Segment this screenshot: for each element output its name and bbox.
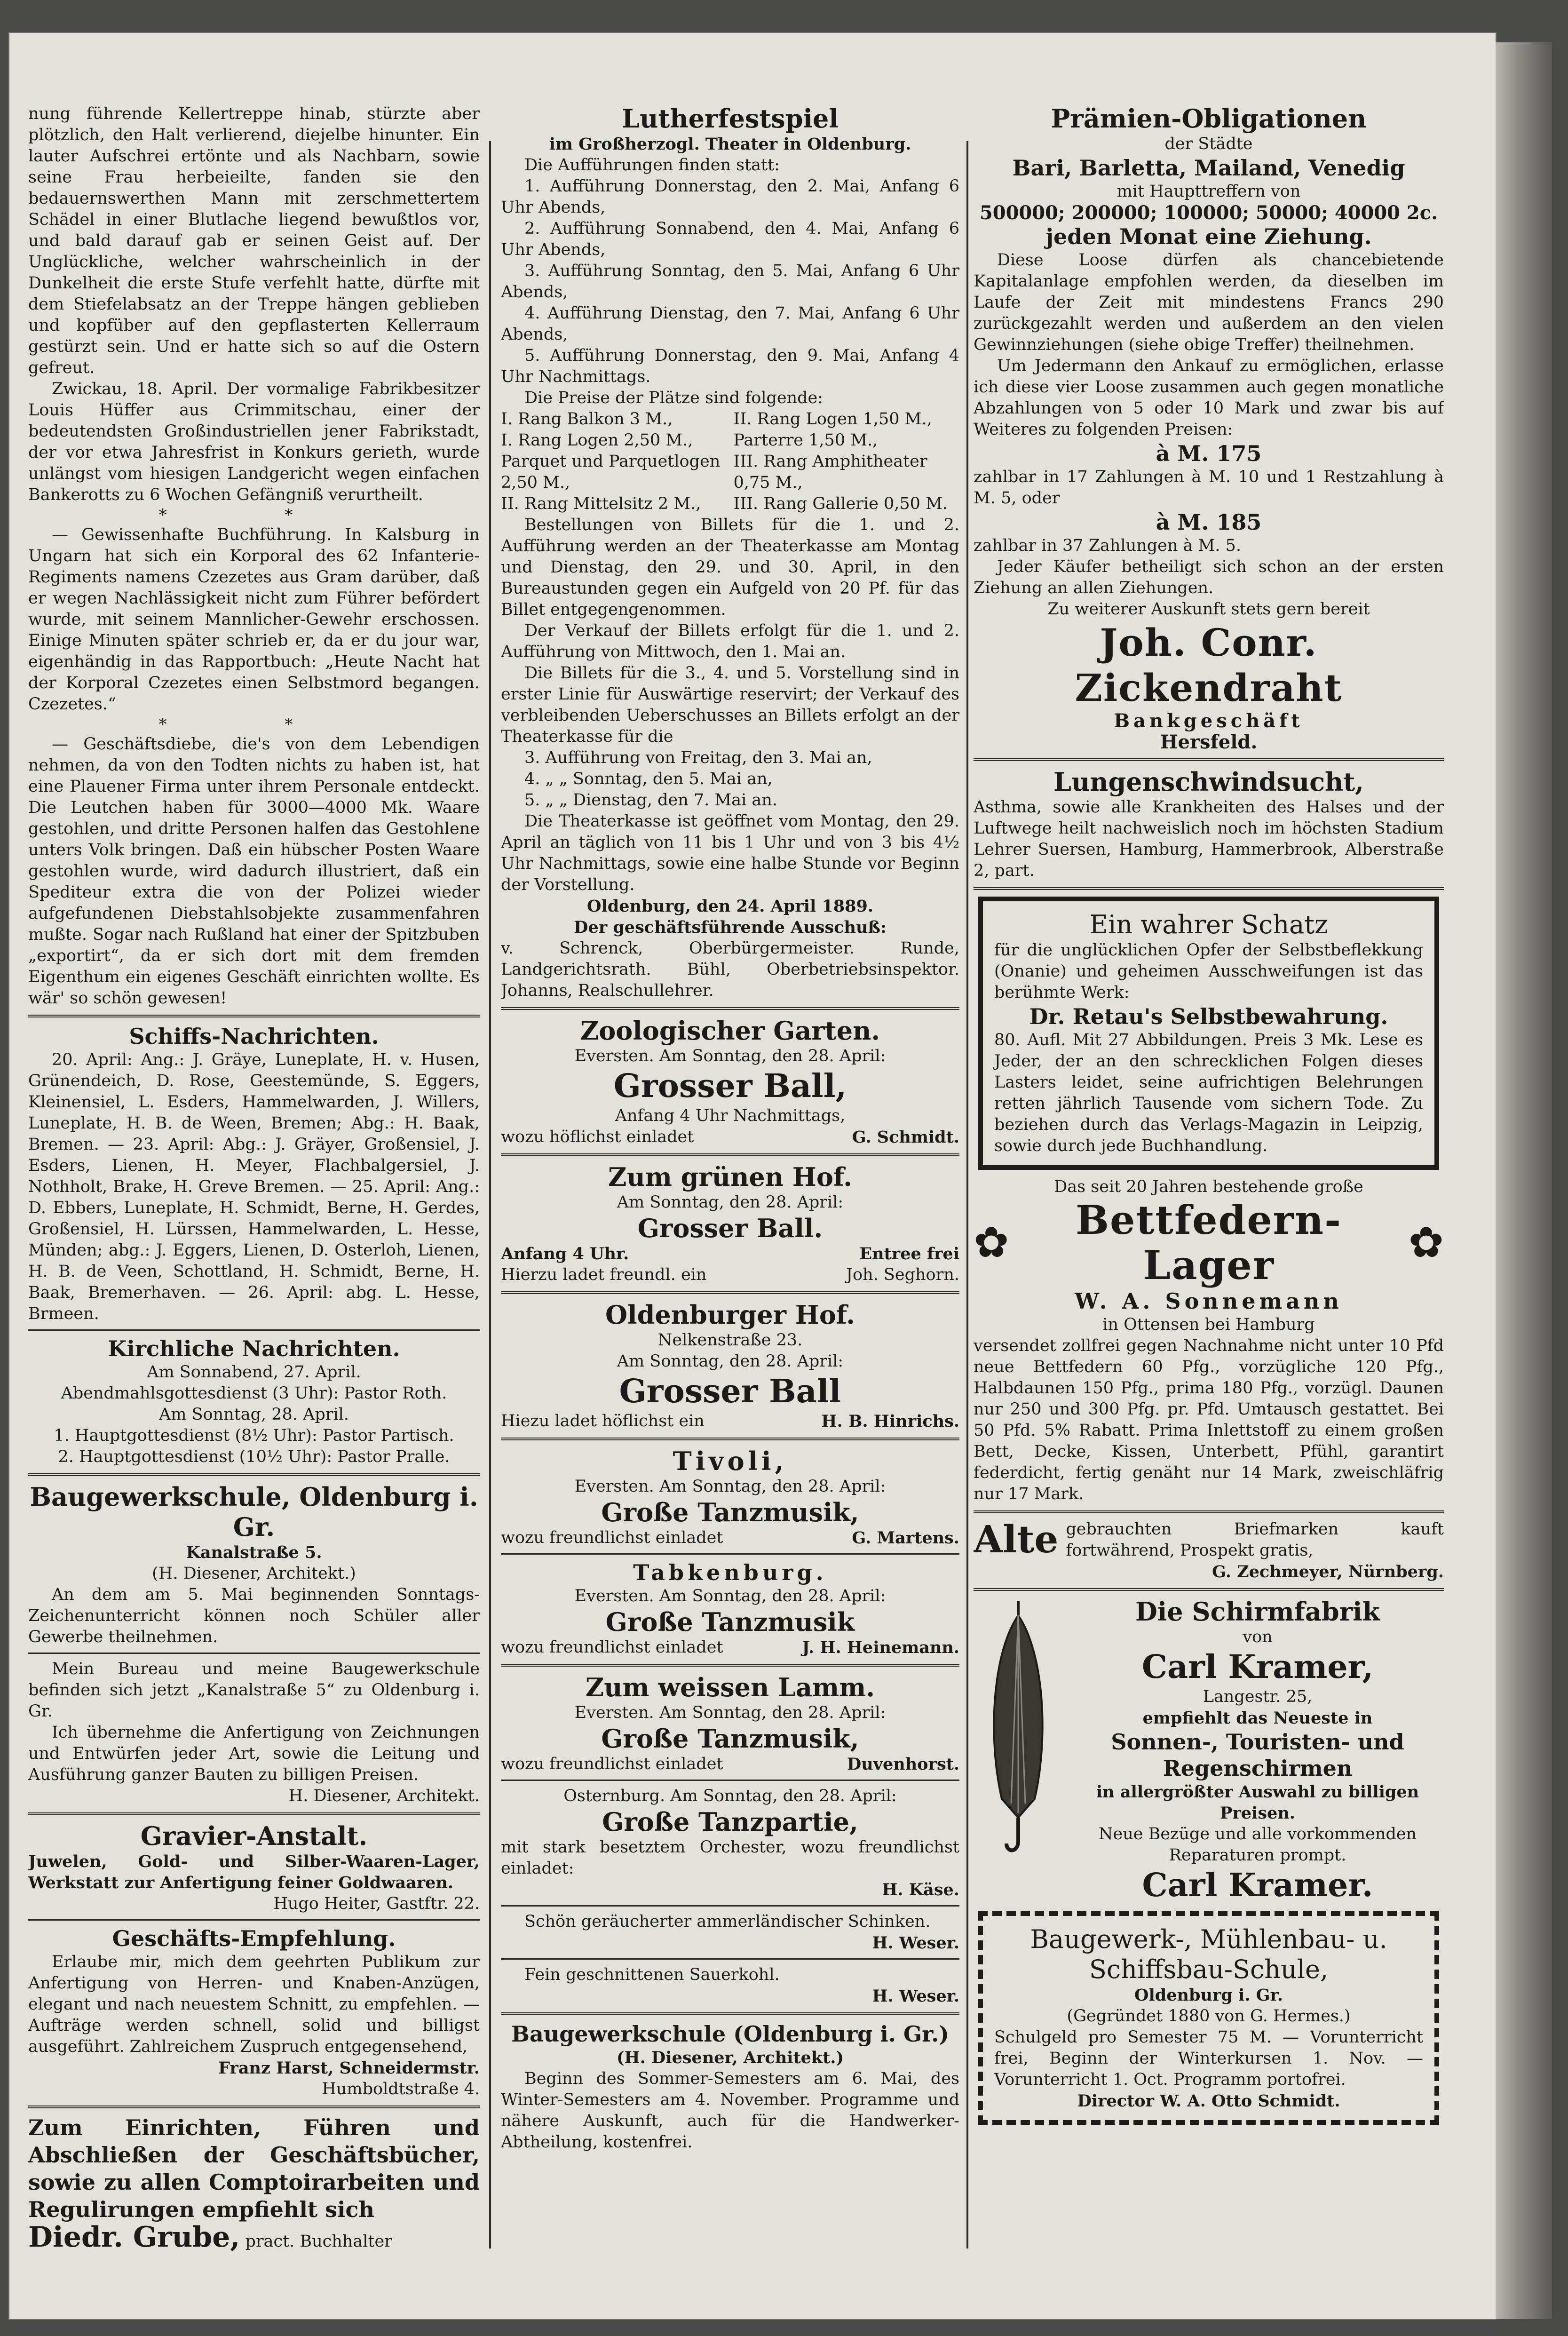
tivoli-footer (501, 1527, 959, 1549)
divider (28, 1015, 480, 1017)
divider (501, 1438, 959, 1440)
gh-footer (501, 1264, 959, 1286)
oh-footer (501, 1411, 959, 1432)
tab-footer (501, 1637, 959, 1658)
ost-signature: H. Käse. (882, 1880, 959, 1899)
luther-sale-date: 3. Aufführung von Freitag, den 3. Mai an, (524, 748, 872, 767)
divider (28, 1473, 480, 1476)
praem-text: Jeder Käufer betheiligt sich schon an der ersten Ziehung an allen Ziehungen. (974, 557, 1444, 597)
divider (974, 1588, 1444, 1591)
oh-signature: H. B. Hinrichs. (821, 1412, 959, 1431)
luther-performance: 2. Aufführung Sonnabend, den 4. Mai, Anfang 6 Uhr Abends, (501, 219, 959, 259)
zoo-invite: wozu höflichst einladet (501, 1128, 694, 1146)
luther-billets: Die Billets für die 3., 4. und 5. Vorstellung sind in erster Linie für Auswärtige reservirt; der Verkauf des verbleibenden Ueberschusses an Billets erfolgt an der Theaterkasse für die (501, 664, 959, 746)
lamm-date: Eversten. Am Sonntag, den 28. April: (574, 1703, 886, 1722)
tab-signature: J. H. Heinemann. (802, 1638, 959, 1657)
gh-signature: Joh. Seghorn. (846, 1265, 959, 1284)
praem-city: Hersfeld. (1160, 731, 1258, 753)
separator-stars: * * (158, 715, 349, 734)
praem-price-185-text: zahlbar in 37 Zahlungen à M. 5. (974, 536, 1241, 555)
flower-ornament-icon: ✿ (974, 1218, 1009, 1267)
oh-title: Oldenburger Hof. (605, 1300, 855, 1330)
price-item: III. Rang Gallerie 0,50 M. (733, 494, 948, 513)
praem-bank: Bankgeschäft (1114, 710, 1304, 732)
divider (28, 1812, 480, 1815)
praem-price-185: à M. 185 (1156, 509, 1262, 535)
kirch-line: Am Sonntag, 28. April. (158, 1405, 349, 1424)
column-rule (489, 141, 491, 2249)
divider (501, 1007, 959, 1010)
divider (28, 1919, 480, 1921)
price-item: III. Rang Amphitheater 0,75 M., (733, 452, 927, 492)
price-item: Parterre 1,50 M., (733, 431, 878, 450)
praem-title: Prämien-Obligationen (1051, 103, 1367, 134)
kirch-line: Am Sonnabend, 27. April. (147, 1363, 361, 1382)
bureau-text: Ich übernehme die Anfertigung von Zeichnungen und Entwürfen jeder Art, sowie die Leitung und Ausführung ganzer Bauten zu billigen Preisen. (28, 1723, 480, 1784)
praem-price-175: à M. 175 (1156, 441, 1262, 466)
gh-entry: Entree frei (859, 1244, 959, 1263)
school-title: Schiffsbau-Schule, (1089, 1955, 1329, 1984)
divider (501, 1958, 959, 1960)
divider (28, 1329, 480, 1331)
gh-date: Am Sonntag, den 28. April: (617, 1193, 844, 1212)
tab-date: Eversten. Am Sonntag, den 28. April: (574, 1587, 886, 1605)
bau-title: Baugewerkschule, Oldenburg i. Gr. (30, 1482, 478, 1542)
luther-sale-date: 5. „ „ Dienstag, den 7. Mai an. (524, 791, 777, 810)
lung-title: Lungenschwindsucht, (1053, 767, 1364, 797)
price-item: II. Rang Logen 1,50 M., (733, 410, 932, 429)
praem-cities: Bari, Barletta, Mailand, Venedig (1012, 155, 1405, 181)
umbrella-icon (974, 1597, 1063, 1860)
luther-subtitle: im Großherzogl. Theater in Oldenburg. (549, 135, 911, 154)
school-title: Baugewerk-, Mühlenbau- u. (1030, 1924, 1387, 1954)
divider (501, 1664, 959, 1667)
bett-title: Bettfedern-Lager (1076, 1197, 1342, 1288)
sauerkohl-signature: H. Weser. (872, 1986, 959, 2006)
bett-header (974, 1198, 1444, 1288)
divider (501, 1291, 959, 1294)
bau2-text: Beginn des Sommer-Semesters am 6. Mai, des Winter-Semesters am 4. November. Programme und nähere Auskunft, auch für die Handwerker-Abtheilung, kostenfrei. (501, 2069, 959, 2152)
divider (28, 1653, 480, 1654)
article-stair-accident: nung führende Kellertreppe hinab, stürzte aber plötzlich, den Halt verlierend, diejelbe hinunter. Ein lauter Aufschrei ertönte und als Nachbarn, sowie seine Frau herbeieilte, fanden sie den bedauernswerthen Mann mit zerschmettertem Schädel in einer Blutlache liegend bewußtlos vor, und bald darauf gab er seinen Geist auf. Der Unglückliche, welcher wahrscheinlich in der Dunkelheit die erste Stufe verfehlt hatte, dürfte mit dem Stiefelabsatz an der Treppe hängen geblieben und kopfüber auf den gepflasterten Kellerraum gestürzt sein. Und er hatte sich so auf die Ostern gefreut. (28, 104, 480, 377)
alte-ad (974, 1519, 1444, 1582)
schatz-text: 80. Aufl. Mit 27 Abbildungen. Preis 3 Mk. Lese es Jeder, der an den schrecklichen Folgen dieses Lasters leidet, seine aufrichtigen Belehrungen retten jährlich Tausende vom sichern Tode. Zu beziehen durch das Verlags-Magazin in Leipzig, sowie durch jede Buchhandlung. (994, 1031, 1423, 1155)
oh-address: Nelkenstraße 23. (657, 1331, 803, 1350)
gh-title: Zum grünen Hof. (608, 1162, 852, 1192)
bett-name: W. A. Sonnemann (1075, 1288, 1343, 1314)
praem-mit: mit Haupttreffern von (1117, 182, 1301, 201)
gh-invite: Hierzu ladet freundl. ein (501, 1265, 707, 1284)
schiffs-title: Schiffs-Nachrichten. (129, 1024, 379, 1049)
column-left (28, 103, 480, 2256)
divider (974, 758, 1444, 761)
bau-address: Kanalstraße 5. (186, 1543, 322, 1562)
bau-name: (H. Diesener, Architekt.) (152, 1564, 356, 1583)
school-city: Oldenburg i. Gr. (1134, 1986, 1283, 2005)
luther-title: Lutherfestspiel (622, 103, 839, 134)
price-item: I. Rang Balkon 3 M., (501, 410, 673, 429)
schirm-ad (974, 1597, 1444, 1905)
bau2-title: Baugewerkschule (Oldenburg i. Gr.) (511, 2021, 949, 2047)
column-middle (501, 103, 959, 2153)
tivoli-title: Tivoli, (673, 1446, 788, 1476)
flower-ornament-icon: ✿ (1408, 1218, 1444, 1267)
alte-text: gebrauchten Briefmarken kauft fortwährend, Prospekt gratis, (1066, 1520, 1444, 1560)
price-table (501, 409, 959, 515)
bureau-text: Mein Bureau und meine Baugewerkschule befinden sich jetzt „Kanalstraße 5“ zu Oldenburg i. Gr. (28, 1660, 480, 1721)
schatz-text: für die unglücklichen Opfer der Selbstbeflekkung (Onanie) und geheimen Ausschweifungen ist das berühmte Werk: (994, 941, 1423, 1002)
schirm-text: in allergrößter Auswahl zu billigen Preisen. (1096, 1782, 1419, 1823)
sauerkohl-ad: Fein geschnittenen Sauerkohl. (524, 1965, 780, 1984)
luther-performance: 3. Aufführung Sonntag, den 5. Mai, Anfang 6 Uhr Abends, (501, 262, 959, 302)
schatz-box (978, 897, 1439, 1170)
lamm-invite: wozu freundlichst einladet (501, 1755, 723, 1773)
bau-text: An dem am 5. Mai beginnenden Sonntags-Zeichenunterricht können noch Schüler aller Gewerbe theilnehmen. (28, 1585, 480, 1646)
kirch-title: Kirchliche Nachrichten. (108, 1336, 400, 1361)
gesch-title: Geschäfts-Empfehlung. (112, 1926, 396, 1951)
oh-ball: Grosser Ball (619, 1373, 841, 1410)
luther-performance: 5. Aufführung Donnerstag, den 9. Mai, Anfang 4 Uhr Nachmittags. (501, 346, 959, 386)
school-director: Director W. A. Otto Schmidt. (1077, 2091, 1340, 2111)
school-box (978, 1911, 1439, 2125)
schinken-signature: H. Weser. (872, 1933, 959, 1953)
schirm-von: von (1243, 1628, 1273, 1646)
schirm-name: Carl Kramer, (1141, 1648, 1374, 1686)
gesch-address: Humboldtstraße 4. (322, 2080, 480, 2098)
price-item: I. Rang Logen 2,50 M., (501, 431, 693, 450)
alte-big: Alte (974, 1517, 1059, 1561)
praem-text: Um Jedermann den Ankauf zu ermöglichen, erlasse ich diese vier Loose zusammen auch gegen monatliche Abzahlungen von 5 oder 10 Mark und zwar bis auf Weiteres zu folgenden Preisen: (974, 357, 1444, 439)
praem-der: der Städte (1164, 135, 1253, 153)
article-buchfuehrung: — Gewissenhafte Buchführung. In Kalsburg in Ungarn hat sich ein Korporal des 62 Infanterie-Regiments namens Czezetes aus Gram darüber, daß er wegen Nachlässigkeit nicht zum Führer befördert wurde, mit seinem Mannlicher-Gewehr erschossen. Einige Minuten später schrieb er, da er du jour war, eigenhändig in das Rapportbuch: „Heute Nacht hat der Korporal Czezetes einen Selbstmord begangen. Czezetes.“ (28, 525, 480, 714)
luther-kasse: Die Theaterkasse ist geöffnet vom Montag, den 29. April an täglich von 11 bis 1 Uhr und von 3 bis 4½ Uhr Nachmittags, sowie eine halbe Stunde vor Beginn der Vorstellung. (501, 812, 959, 894)
grube-name: Diedr. Grube, (28, 2221, 240, 2254)
divider (501, 2012, 959, 2015)
kirch-line: Abendmahlsgottesdienst (3 Uhr): Pastor Roth. (61, 1384, 447, 1403)
luther-sale-date: 4. „ „ Sonntag, den 5. Mai an, (524, 770, 773, 788)
luther-performance: 1. Aufführung Donnerstag, den 2. Mai, Anfang 6 Uhr Abends, (501, 177, 959, 217)
zoo-title: Zoologischer Garten. (580, 1016, 880, 1046)
zoo-time: Anfang 4 Uhr Nachmittags, (615, 1106, 846, 1125)
schirm-title: Die Schirmfabrik (1135, 1597, 1380, 1627)
bureau-signature: H. Diesener, Architekt. (288, 1787, 480, 1805)
luther-intro: Die Aufführungen finden statt: (524, 156, 780, 175)
lamm-title: Zum weissen Lamm. (585, 1672, 875, 1702)
tab-invite: wozu freundlichst einladet (501, 1638, 723, 1657)
schiffs-text: 20. April: Ang.: J. Gräye, Luneplate, H. v. Husen, Grünendeich, D. Rose, Geestemünde, S. Eggers, Kleinensiel, L. Esders, Hammelwarden, J. Willers, Luneplate, H. B. de Ween, Bremen; Abg.: H. Baak, Bremen. — 23. April: Abg.: J. Gräyer, Großensiel, J. Esders, Lienen, H. Meyer, Flachbalgersiel, J. Nothholt, Brake, H. Greve Bremen. — 25. April: Ang.: D. Ebbers, Luneplate, H. Schmidt, Berne, H. Gerdes, Großensiel, H. Lürssen, Hammelwarden, L. Hesse, Münden; abg.: J. Eggers, Lienen, D. Osterloh, Lienen, H. B. de Veen, Schottland, H. Schmidt, Berne, H. Baak, Bremerhaven. — 26. April: abg. L. Hesse, Brmeen. (28, 1050, 480, 1323)
ost-text: mit stark besetztem Orchester, wozu freundlichst einladet: (501, 1838, 959, 1878)
school-text: Schulgeld pro Semester 75 M. — Vorunterricht frei, Beginn der Winterkursen 1. Nov. — Vorunterricht 1. Oct. Programm portofrei. (994, 2028, 1423, 2089)
tab-music: Große Tanzmusik (605, 1607, 855, 1637)
lamm-music: Große Tanzmusik, (601, 1724, 859, 1754)
gesch-signature: Franz Harst, Schneidermstr. (218, 2058, 480, 2078)
schirm-text: Neue Bezüge und alle vorkommenden Reparaturen prompt. (1098, 1825, 1417, 1865)
price-item: Parquet und Parquetlogen 2,50 M., (501, 452, 721, 492)
schirm-address: Langestr. 25, (1203, 1687, 1313, 1706)
grube-line (28, 2223, 480, 2256)
ost-date: Osternburg. Am Sonntag, den 28. April: (563, 1787, 897, 1805)
tivoli-invite: wozu freundlichst einladet (501, 1528, 723, 1547)
luther-performance: 4. Aufführung Dienstag, den 7. Mai, Anfang 6 Uhr Abends, (501, 304, 959, 344)
bett-location: in Ottensen bei Hamburg (1102, 1315, 1315, 1334)
alte-body (1066, 1519, 1444, 1582)
tivoli-signature: G. Martens. (852, 1528, 959, 1548)
grube-profession: pract. Buchhalter (245, 2232, 392, 2251)
kirch-line: 2. Hauptgottesdienst (10½ Uhr): Pastor Pralle. (58, 1447, 450, 1466)
divider (501, 1553, 959, 1555)
gravier-title: Gravier-Anstalt. (140, 1821, 368, 1851)
zoo-ball: Grosser Ball, (613, 1067, 847, 1105)
grube-text: Zum Einrichten, Führen und Abschließen der Geschäftsbücher, sowie zu allen Comptoirarbeiten und Regulirungen empfiehlt sich (28, 2115, 480, 2222)
oh-date: Am Sonntag, den 28. April: (617, 1352, 844, 1371)
divider (974, 1510, 1444, 1513)
kirch-line: 1. Hauptgottesdienst (8½ Uhr): Pastor Partisch. (54, 1426, 454, 1445)
alte-signature: G. Zechmeyer, Nürnberg. (1212, 1562, 1444, 1581)
praem-text: Diese Loose dürfen als chancebietende Kapitalanlage empfohlen werden, da dieselben im Laufe der Zeit mit mindestens Francs 290 zurückgezahlt werden und außerdem an den vielen Gewinnziehungen (siehe obige Treffer) theilnehmen. (974, 251, 1444, 354)
page-edge (1496, 42, 1552, 2319)
zoo-signature: G. Schmidt. (852, 1128, 959, 1147)
lung-text: Asthma, sowie alle Krankheiten des Halses und der Luftwege heilt nachweislich noch im höchsten Stadium Lehrer Suersen, Hamburg, Hammerbrook, Alberstraße 2, part. (974, 798, 1444, 880)
gh-meta (501, 1243, 959, 1264)
gravier-signature: Hugo Heiter, Gastftr. 22. (273, 1894, 480, 1913)
zoo-date: Eversten. Am Sonntag, den 28. April: (574, 1047, 886, 1065)
divider (501, 1780, 959, 1781)
article-geschaeftsdiebe: — Geschäftsdiebe, die's von dem Lebendigen nehmen, da von den Todten nichts zu haben ist, hat eine Plauener Firma unter ihrem Personale entdeckt. Die Leutchen haben für 3000—4000 Mk. Waare gestohlen, und dritte Personen halfen das Gestohlene unters Volk bringen. Daß ein hübscher Posten Waare gestohlen wurde, wird dadurch illustriert, daß ein Spediteur extra die von der Polizei wieder aufgefundenen Diebstahlsobjekte zusammenfahren mußte. Sogar nach Rußland hat einer der Spitzbuben „exportirt“, da er sich dort mit dem fremden Eigenthum ein eigenes Geschäft einrichten wollte. Es wär' so schön gewesen! (28, 735, 480, 1008)
divider (28, 2106, 480, 2108)
price-item: II. Rang Mittelsitz 2 M., (501, 494, 701, 513)
gesch-text: Erlaube mir, mich dem geehrten Publikum zur Anfertigung von Herren- und Knaben-Anzügen, elegant und nach neuestem Schnitt, zu empfehlen. — Aufträge werden schnell, solid und billigst ausgeführt. Zahlreichem Zuspruch entgegensehend, (28, 1953, 480, 2056)
luther-names: v. Schrenck, Oberbürgermeister. Runde, Landgerichtsrath. Bühl, Oberbetriebsinspektor. Johanns, Realschullehrer. (501, 939, 959, 1000)
zoo-footer (501, 1127, 959, 1148)
gh-ball: Grosser Ball. (637, 1213, 823, 1243)
tivoli-music: Große Tanzmusik, (601, 1497, 859, 1527)
bau2-name: (H. Diesener, Architekt.) (616, 2048, 844, 2067)
luther-verkauf: Der Verkauf der Billets erfolgt für die 1. und 2. Aufführung von Mittwoch, den 1. Mai an. (501, 621, 959, 661)
divider (974, 887, 1444, 890)
praem-company: Joh. Conr. Zickendraht (1075, 620, 1343, 710)
schirm-body (1071, 1597, 1444, 1905)
schirm-text: Sonnen-, Touristen- und Regenschirmen (1111, 1729, 1404, 1781)
separator-stars: * * (158, 506, 349, 524)
gravier-text: Juwelen, Gold- und Silber-Waaren-Lager, Werkstatt zur Anfertigung feiner Goldwaaren. (28, 1852, 480, 1892)
newspaper-page (9, 33, 1496, 2319)
luther-bestellungen: Bestellungen von Billets für die 1. und 2. Aufführung werden an der Theaterkasse am Montag und Dienstag, den 29. und 30. April, in den Bureaustunden gegen ein Aufgeld von 20 Pf. für das Billet entgegengenommen. (501, 516, 959, 619)
lamm-signature: Duvenhorst. (847, 1755, 959, 1774)
tivoli-date: Eversten. Am Sonntag, den 28. April: (574, 1477, 886, 1496)
praem-price-175-text: zahlbar in 17 Zahlungen à M. 10 und 1 Restzahlung à M. 5, oder (974, 468, 1444, 508)
divider (501, 1905, 959, 1907)
bett-text: versendet zollfrei gegen Nachnahme nicht unter 10 Pfd neue Bettfedern 60 Pfg., vorzügliche 120 Pfg., Halbdaunen 150 Pfg., prima 180 Pfg., vorzügl. Daunen nur 250 und 300 Pfg. pr. Pfd. Umtausch gestattet. Bei 50 Pfd. 5% Rabatt. Prima Inlettstoff zu einem großen Bett, Decke, Kissen, Unterbett, Pfühl, garantirt federdicht, fertig genäht nur 14 Mark, zweischläfrig nur 17 Mark. (974, 1336, 1444, 1503)
lamm-footer (501, 1754, 959, 1775)
bett-intro: Das seit 20 Jahren bestehende große (1054, 1177, 1363, 1196)
oh-invite: Hiezu ladet höflichst ein (501, 1412, 705, 1430)
schatz-title: Ein wahrer Schatz (1089, 910, 1328, 939)
praem-monthly: jeden Monat eine Ziehung. (1045, 224, 1372, 249)
article-zwickau: Zwickau, 18. April. Der vormalige Fabrikbesitzer Louis Hüffer aus Crimmitschau, einer der bedeutendsten Großindustriellen jener Fabrikstadt, der vor etwa Jahresfrist in Konkurs gerieth, wurde unlängst vom hiesigen Landgericht wegen einfachen Bankerotts zu 6 Wochen Gefängniß verurtheilt. (28, 380, 480, 504)
schatz-book: Dr. Retau's Selbstbewahrung. (1029, 1004, 1388, 1029)
schirm-signature: Carl Kramer. (1142, 1867, 1373, 1904)
column-right (974, 103, 1444, 2131)
luther-prices-intro: Die Preise der Plätze sind folgende: (524, 389, 824, 407)
gh-time: Anfang 4 Uhr. (501, 1244, 629, 1263)
divider (501, 1153, 959, 1156)
praem-amounts: 500000; 200000; 100000; 50000; 40000 2c. (979, 202, 1438, 224)
tab-title: Tabkenburg. (633, 1560, 827, 1585)
luther-committee: Der geschäftsführende Ausschuß: (574, 918, 887, 937)
schirm-text: empfiehlt das Neueste in (1142, 1708, 1373, 1728)
praem-text: Zu weiterer Auskunft stets gern bereit (1047, 600, 1370, 619)
ost-title: Große Tanzpartie, (602, 1807, 858, 1837)
schinken-ad: Schön geräucherter ammerländischer Schinken. (524, 1912, 931, 1931)
school-founded: (Gegründet 1880 von G. Hermes.) (1067, 2007, 1351, 2026)
column-rule (966, 141, 968, 2249)
luther-date: Oldenburg, den 24. April 1889. (586, 897, 874, 916)
